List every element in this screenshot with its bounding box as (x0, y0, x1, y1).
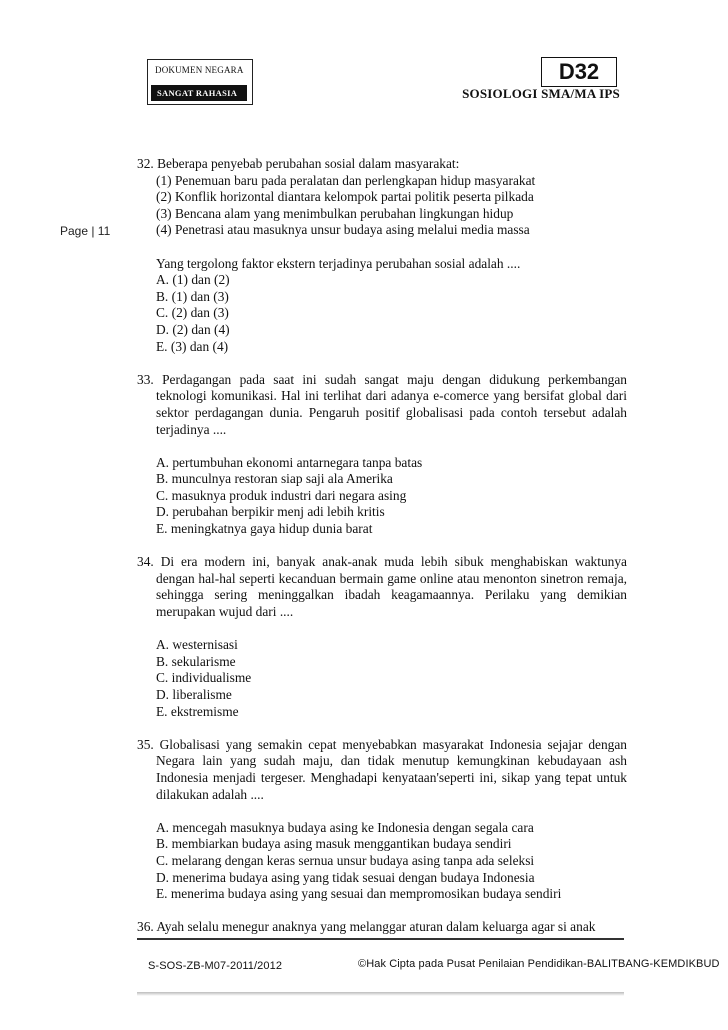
question-stem: 36. Ayah selalu menegur anaknya yang melanggar aturan dalam keluarga agar si anak (137, 919, 596, 935)
answer-option: B. sekularisme (156, 653, 236, 669)
question-stem: 35. Globalisasi yang semakin cepat menyebabkan masyarakat Indonesia sejajar dengan Negara lain yang sudah maju, dan tidak menutup kemungkinan kebudayaan ash Indonesia menjadi tergeser. Menghadapi kenyataan'seperti ini, sikap yang tepat untuk dilakukan adalah .... (137, 736, 627, 802)
question-stem: 34. Di era modern ini, banyak anak-anak muda lebih sibuk menghabiskan waktunya dengan hal-hal seperti kecanduan bermain game online atau menonton sinetron remaja, sehingga sering meninggalkan ibadah keagamaannya. Perilaku yang demikian merupakan wujud dari .... (137, 554, 627, 620)
doc-label: DOKUMEN NEGARA (155, 65, 244, 75)
answer-option: C. individualisme (156, 670, 252, 686)
footer-copyright: ©Hak Cipta pada Pusat Penilaian Pendidikan-BALITBANG-KEMDIKBUD (358, 958, 720, 970)
cause-list (137, 173, 627, 239)
question-35 (137, 737, 627, 903)
page-edge-shadow (137, 992, 624, 996)
question-34 (137, 554, 627, 720)
answer-option: D. liberalisme (156, 687, 232, 702)
answer-option: E. menerima budaya asing yang sesuai dan mempromosikan budaya sendiri (156, 886, 562, 902)
secret-label: SANGAT RAHASIA (151, 85, 247, 101)
answer-option: A. mencegah masuknya budaya asing ke Indonesia dengan segala cara (156, 819, 534, 835)
answer-option: E. (3) dan (4) (156, 338, 229, 354)
answer-option: C. masuknya produk industri dari negara asing (156, 487, 407, 503)
question-prompt (137, 256, 627, 273)
answer-options (137, 272, 627, 355)
answer-option: E. ekstremisme (156, 703, 239, 719)
prompt-text: Yang tergolong faktor ekstern terjadinya perubahan sosial adalah .... (156, 255, 521, 271)
answer-option: C. (2) dan (3) (156, 305, 229, 321)
question-36 (137, 919, 627, 936)
answer-option: D. (2) dan (4) (156, 321, 230, 337)
answer-option: D. menerima budaya asing yang tidak sesuai dengan budaya Indonesia (156, 869, 535, 885)
answer-option: A. (1) dan (2) (156, 272, 230, 288)
footer-code: S-SOS-ZB-M07-2011/2012 (148, 960, 283, 972)
answer-options (137, 637, 627, 720)
answer-option: B. (1) dan (3) (156, 288, 229, 304)
list-item: (4) Penetrasi atau masuknya unsur budaya asing melalui media massa (156, 222, 530, 238)
answer-options (137, 455, 627, 538)
answer-option: C. melarang dengan keras sernua unsur budaya asing tanpa ada seleksi (156, 852, 535, 868)
question-stem: 33. Perdagangan pada saat ini sudah sangat maju dengan didukung perkembangan teknologi komunikasi. Hal ini terlihat dari adanya e-comerce yang bersifat global dari sektor perdagangan dunia. Pengaruh positif globalisasi pada contoh tersebut adalah terjadinya .... (137, 371, 627, 437)
exam-code: D32 (541, 57, 617, 87)
question-stem: 32. Beberapa penyebab perubahan sosial dalam masyarakat: (137, 156, 460, 171)
answer-option: A. pertumbuhan ekonomi antarnegara tanpa batas (156, 454, 423, 470)
list-item: (2) Konflik horizontal diantara kelompok partai politik peserta pilkada (156, 189, 534, 205)
answer-options (137, 820, 627, 903)
question-33 (137, 372, 627, 538)
page-number: Page | 11 (60, 224, 111, 238)
answer-option: D. perubahan berpikir menj adi lebih kritis (156, 504, 385, 520)
answer-option: B. membiarkan budaya asing masuk menggantikan budaya sendiri (156, 836, 512, 852)
list-item: (1) Penemuan baru pada peralatan dan perlengkapan hidup masyarakat (156, 172, 536, 188)
document-stamp (147, 59, 253, 105)
list-item: (3) Bencana alam yang menimbulkan perubahan lingkungan hidup (156, 205, 514, 221)
question-32 (137, 156, 627, 355)
answer-option: B. munculnya restoran siap saji ala Amerika (156, 471, 393, 487)
subject-title: SOSIOLOGI SMA/MA IPS (462, 86, 620, 101)
question-list (137, 156, 627, 953)
footer-divider (137, 938, 624, 940)
answer-option: A. westernisasi (156, 637, 238, 653)
answer-option: E. meningkatnya gaya hidup dunia barat (156, 521, 373, 537)
